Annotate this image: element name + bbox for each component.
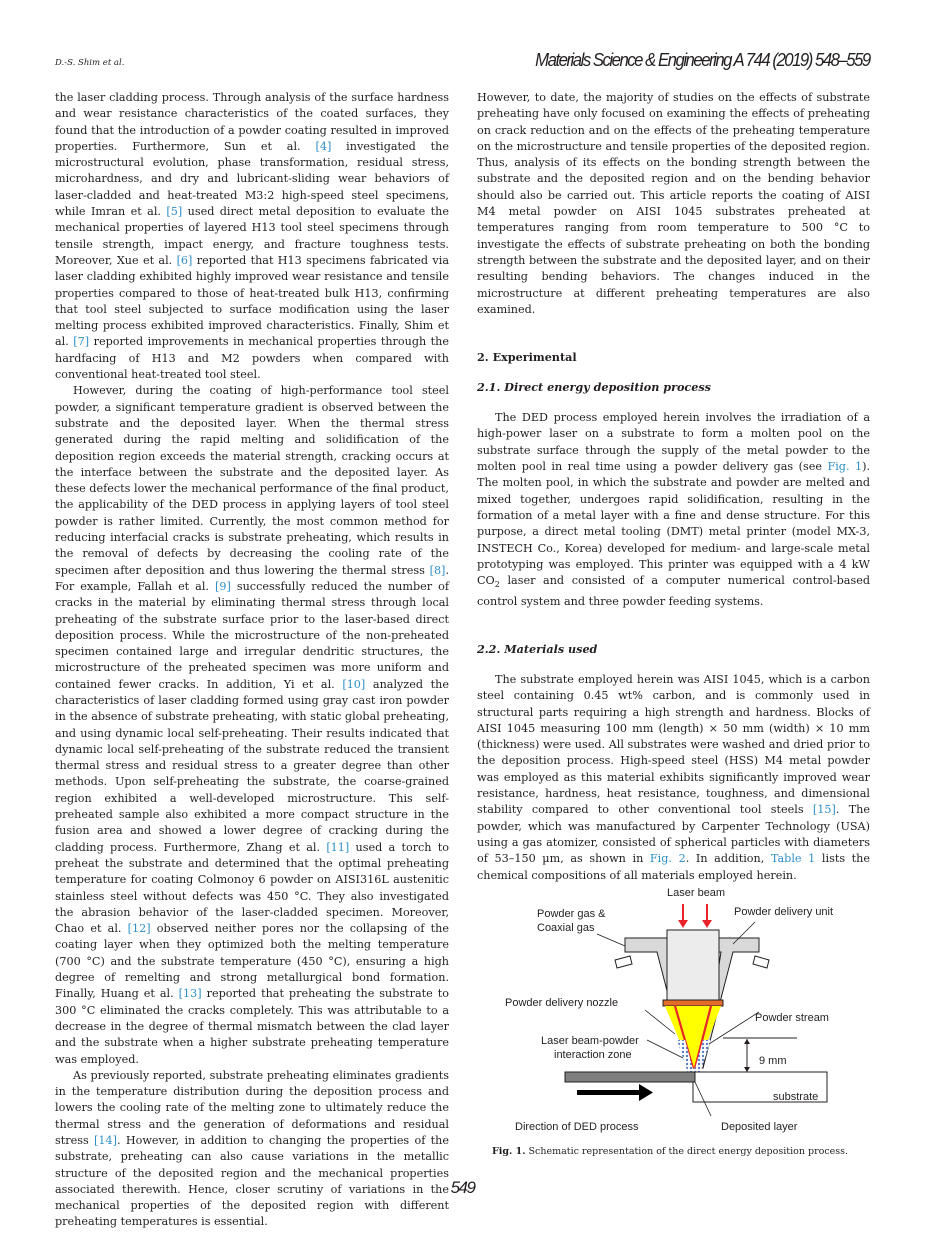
leader-line bbox=[597, 934, 625, 946]
citation-link[interactable]: [11] bbox=[326, 840, 350, 854]
subscript: 2 bbox=[494, 580, 500, 590]
dimension-arrowhead-up-icon bbox=[744, 1039, 750, 1044]
citation-link[interactable]: [9] bbox=[215, 579, 231, 593]
running-head-authors: D.-S. Shim et al. bbox=[55, 58, 125, 68]
citation-link[interactable]: [6] bbox=[176, 253, 193, 267]
citation-link[interactable]: [7] bbox=[73, 335, 90, 349]
label-powder-delivery-unit: Powder delivery unit bbox=[734, 906, 834, 918]
label-distance: 9 mm bbox=[759, 1055, 787, 1067]
section-heading-experimental: 2. Experimental bbox=[477, 350, 577, 365]
citation-link[interactable]: [10] bbox=[342, 677, 366, 691]
label-powder-gas: Powder gas & bbox=[537, 908, 606, 920]
citation-link[interactable]: [14] bbox=[94, 1134, 117, 1147]
citation-link[interactable]: [13] bbox=[178, 987, 202, 1001]
label-substrate: substrate bbox=[773, 1091, 819, 1103]
direction-arrow-icon bbox=[639, 1084, 653, 1101]
laser-arrow-head-icon bbox=[678, 920, 688, 928]
right-column bbox=[477, 90, 870, 884]
running-head-journal: Materials Science & Engineering A 744 (2019) 548–559 bbox=[535, 50, 870, 70]
citation-link[interactable]: [8] bbox=[429, 563, 446, 577]
label-interaction-zone-1: Laser beam-powder bbox=[541, 1035, 639, 1047]
dimension-arrowhead-down-icon bbox=[744, 1067, 750, 1072]
label-powder-stream: Powder stream bbox=[755, 1012, 829, 1024]
focus-lens bbox=[663, 1000, 723, 1006]
label-direction: Direction of DED process bbox=[515, 1121, 639, 1133]
citation-link[interactable]: [12] bbox=[127, 922, 151, 936]
label-coaxial-gas: Coaxial gas bbox=[537, 922, 595, 934]
gas-inlet-left bbox=[615, 956, 632, 968]
citation-link[interactable]: [4] bbox=[315, 139, 332, 153]
direction-arrow-shaft bbox=[577, 1090, 639, 1095]
laser-beam-cone bbox=[665, 1006, 721, 1068]
paragraph: The DED process employed herein involves the irradiation of a high-power laser on a substrate to form a molten pool on the substrate surface through the supply of the metal powder to the molten pool in real time using a powder delivery gas (see Fig. 1). The molten pool, in which the substrate and powder are melted and mixed together, undergoes rapid solidification, resulting in the formation of a metal layer with a fine and dense structure. For this purpose, a direct metal tooling (DMT) metal printer (model MX-3, INSTECH Co., Korea) developed for medium- and large-scale metal prototyping was employed. This printer was equipped with a 4 kW $CO_2$ laser and consisted of a computer numerical control-based control system and three powder feeding systems. bbox=[477, 411, 870, 608]
label-laser-beam: Laser beam bbox=[667, 887, 726, 899]
leader-line bbox=[647, 1040, 683, 1058]
paragraph: As previously reported, substrate preheating eliminates gradients in the temperature distribution during the deposition process and lowers the cooling rate of the melting zone to ultimately reduce the thermal stress and the generation of deformations and residual stress [14]. However, in addition to changing the properties of the substrate, preheating can also cause variations in the metallic structure of the deposited region and the mechanical properties associated therewith. Hence, closer scrutiny of variations in the mechanical properties of the deposited region with different preheating temperatures is essential. bbox=[55, 1068, 449, 1229]
citation-link[interactable]: [5] bbox=[166, 205, 183, 219]
citation-link[interactable]: [15] bbox=[812, 803, 836, 817]
label-powder-delivery-nozzle: Powder delivery nozzle bbox=[505, 997, 619, 1009]
citation-link[interactable]: Table 1 bbox=[770, 852, 816, 866]
gas-inlet-right bbox=[753, 956, 769, 968]
paragraph: However, during the coating of high-performance tool steel powder, a significant temperature gradient is observed between the substrate and the deposited layer. When the thermal stress generated during the rapid melting and solidification of the deposition region exceeds the material strength, cracking occurs at the interface between the substrate and the deposited layer. As these defects lower the mechanical performance of the final product, the applicability of the DED process in applying layers of tool steel powder is rather limited. Currently, the most common method for reducing interfacial cracks is substrate preheating, which results in the removal of defects by decreasing the cooling rate of the specimen after deposition and thus lowering the thermal stress [8]. For example, Fallah et al. [9] successfully reduced the number of cracks in the material by eliminating thermal stress through local preheating of the substrate surface prior to the laser-based direct deposition process. While the microstructure of the non-preheated specimen contained large and irregular dendritic structures, the microstructure of the preheated specimen was more uniform and contained fewer cracks. In addition, Yi et al. [10] analyzed the characteristics of laser cladding formed using gray cast iron powder in the absence of substrate preheating, with static global preheating, and using dynamic local self-preheating. Their results indicated that dynamic local self-preheating of the substrate reduced the transient thermal stress and residual stress to a greater degree than other methods. Upon self-preheating the substrate, the coarse-grained region exhibited a well-developed microstructure. This self-preheated sample also exhibited a more compact structure in the fusion area and showed a lower degree of cracking during the cladding process. Furthermore, Zhang et al. [11] used a torch to preheat the substrate and determined that the optimal preheating temperature for coating Colmonoy 6 powder on AISI316L austenitic stainless steel without defects was 450 °C. They also investigated the abrasion behavior of the laser-cladded specimen. Moreover, Chao et al. [12] observed neither pores nor the collapsing of the coating layer when they optimized both the melting temperature (700 °C) and the substrate temperature (450 °C), ensuring a high degree of remelting and strong metallurgical bond formation. Finally, Huang et al. [13] reported that preheating the substrate to 300 °C eliminated the cracks completely. This was attributable to a decrease in the degree of thermal mismatch between the clad layer and the substrate when a higher substrate preheating temperature was employed. bbox=[55, 384, 450, 1066]
left-column bbox=[55, 90, 449, 1231]
citation-link[interactable]: Fig. 1 bbox=[827, 460, 863, 474]
figure-ded-schematic bbox=[497, 882, 857, 1142]
laser-head bbox=[667, 930, 719, 1000]
paragraph: However, to date, the majority of studies on the effects of substrate preheating have only focused on examining the effects of preheating on crack reduction and on the effects of the preheating temperature on the microstructure and tensile properties of the deposited region. Thus, analysis of its effects on the bonding strength between the substrate and the deposited region and on the bending behavior should also be carried out. This article reports the coating of AISI M4 metal powder on AISI 1045 substrates preheated at temperatures ranging from room temperature to 500 °C to investigate the effects of substrate preheating on both the bonding strength between the substrate and the deposited layer, and on their resulting bending behaviors. The changes induced in the microstructure at different preheating temperatures are also examined. bbox=[477, 91, 870, 316]
caption-text: Schematic representation of the direct energy deposition process. bbox=[525, 1146, 849, 1157]
page-number: 549 bbox=[450, 1178, 475, 1197]
paragraph: the laser cladding process. Through analysis of the surface hardness and wear resistance characteristics of the coated surfaces, they found that the introduction of a powder coating resulted in improved properties. Furthermore, Sun et al. [4] investigated the microstructural evolution, phase transformation, residual stress, microhardness, and dry and lubricant-sliding wear behaviors of laser-cladded and heat-treated M3:2 high-speed steel specimens, while Imran et al. [5] used direct metal deposition to evaluate the mechanical properties of layered H13 tool steel specimens through tensile strength, impact energy, and fracture toughness tests. Moreover, Xue et al. [6] reported that H13 specimens fabricated via laser cladding exhibited highly improved wear resistance and tensile properties compared to those of heat-treated bulk H13, confirming that tool steel subjected to surface modification using the laser melting process exhibited improved characteristics. Finally, Shim et al. [7] reported improvements in mechanical properties through the hardfacing of H13 and M2 powders when compared with conventional heat-treated tool steel. bbox=[55, 91, 449, 382]
subsection-heading-ded-process: 2.1. Direct energy deposition process bbox=[477, 380, 711, 395]
laser-arrow-head-icon bbox=[702, 920, 712, 928]
label-deposited-layer: Deposited layer bbox=[721, 1121, 798, 1133]
subsection-heading-materials: 2.2. Materials used bbox=[477, 641, 598, 656]
paragraph: The substrate employed herein was AISI 1045, which is a carbon steel containing 0.45 wt% carbon, and is commonly used in structural parts requiring a high strength and hardness. Blocks of AISI 1045 measuring 100 mm (length) × 50 mm (width) × 10 mm (thickness) were used. All substrates were washed and dried prior to the deposition process. High-speed steel (HSS) M4 metal powder was employed as this material exhibits significantly improved wear resistance, hardness, heat resistance, toughness, and dimensional stability compared to other conventional tool steels [15]. The powder, which was manufactured by Carpenter Technology (USA) using a gas atomizer, consisted of spherical particles with diameters of 53–150 µm, as shown in Fig. 2. In addition, Table 1 lists the chemical compositions of all materials employed herein. bbox=[477, 672, 871, 882]
citation-link[interactable]: Fig. 2 bbox=[649, 852, 686, 866]
label-interaction-zone-2: interaction zone bbox=[554, 1049, 632, 1061]
deposited-track bbox=[565, 1072, 695, 1082]
running-head bbox=[55, 50, 870, 74]
ded-schematic-diagram bbox=[497, 882, 857, 1142]
caption-label: Fig. 1. bbox=[492, 1146, 526, 1157]
figure-caption bbox=[492, 1146, 848, 1157]
